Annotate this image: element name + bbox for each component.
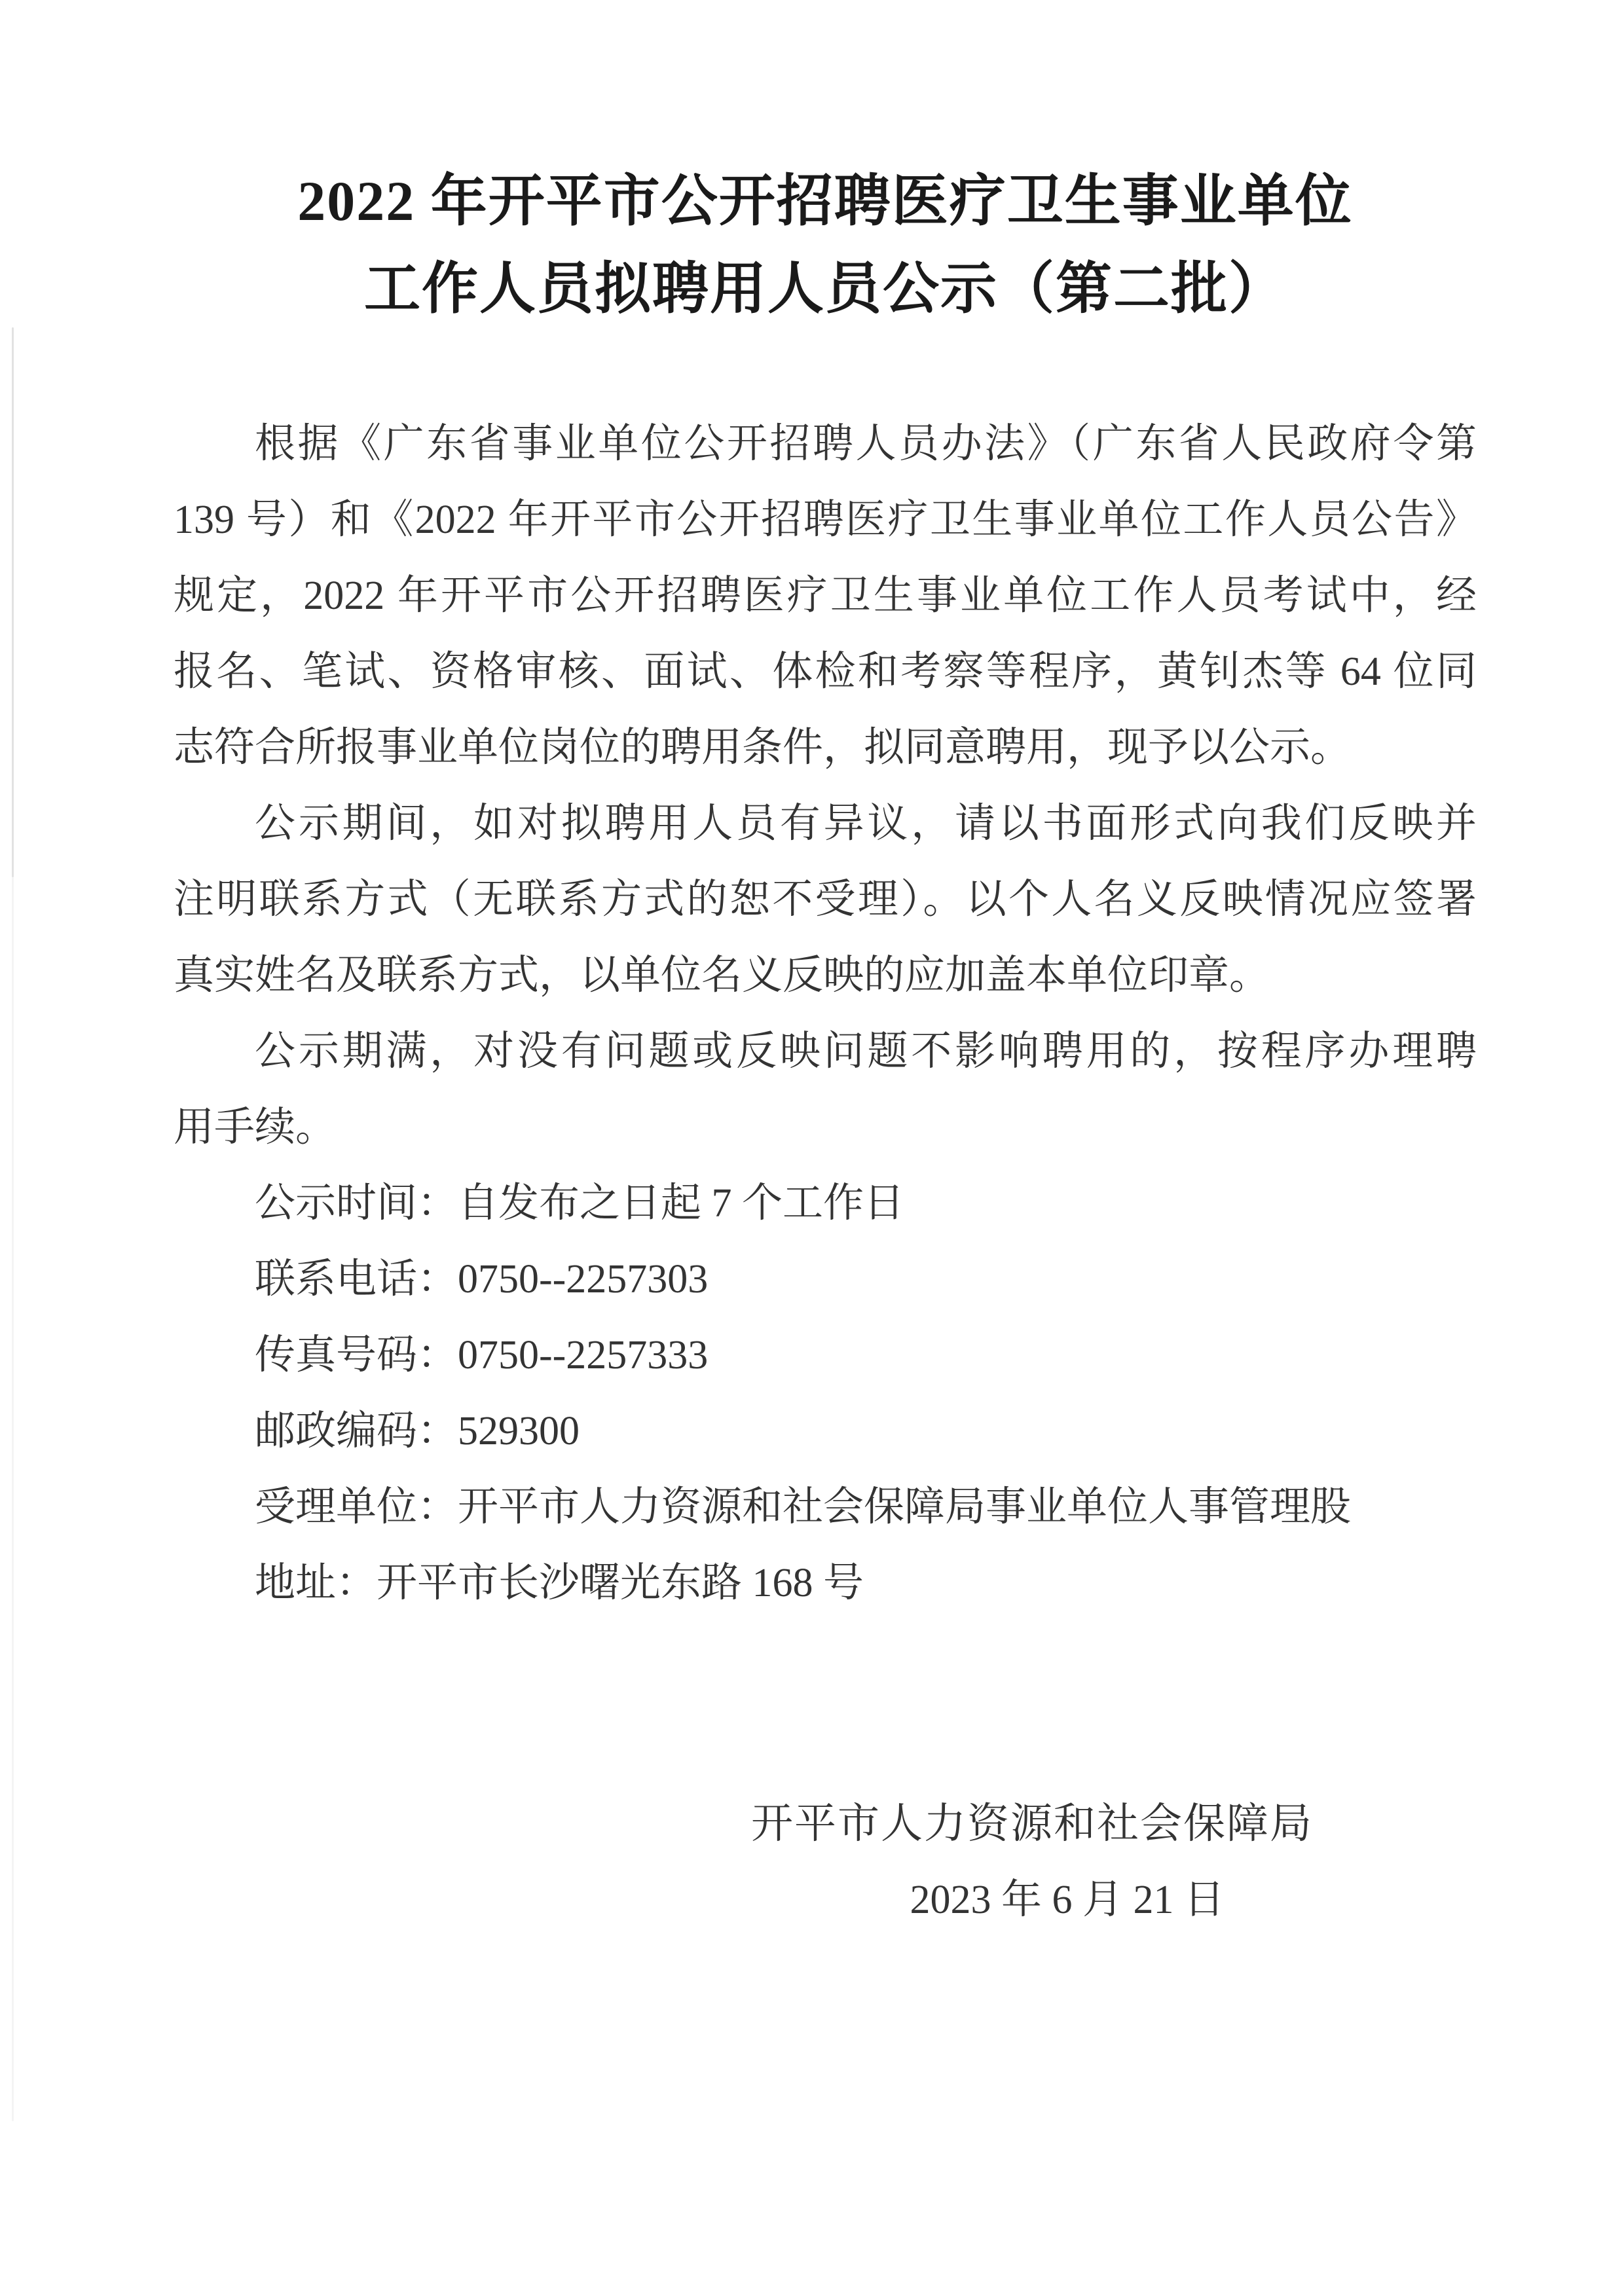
detail-line: 传真号码：0750--2257333 <box>255 1333 709 1377</box>
detail-line: 公示时间：自发布之日起 7 个工作日 <box>255 1181 905 1226</box>
detail-row <box>174 1545 1477 1621</box>
detail-line: 联系电话：0750--2257303 <box>255 1257 709 1302</box>
paragraph-line: 用手续。 <box>174 1105 337 1150</box>
detail-row <box>174 1317 1477 1393</box>
detail-line: 地址：开平市长沙曙光东路 168 号 <box>255 1561 864 1605</box>
detail-row <box>174 1469 1477 1545</box>
document-content <box>174 0 1477 1938</box>
scan-artifact-left-edge <box>12 327 14 877</box>
paragraphs-host <box>174 406 1477 1165</box>
title-line-2: 工作人员拟聘用人员公示（第二批） <box>364 257 1286 320</box>
signature-date: 2023 年 6 月 21 日 <box>910 1878 1225 1922</box>
paragraph-line: 志符合所报事业单位岗位的聘用条件，拟同意聘用，现予以公示。 <box>174 725 1352 770</box>
scan-artifact-left-edge-faint <box>12 877 14 2121</box>
detail-row <box>174 1393 1477 1469</box>
paragraph-line: 报名、笔试、资格审核、面试、体检和考察等程序，黄钊杰等 64 位同 <box>174 649 1477 694</box>
paragraph <box>174 786 1477 1013</box>
paragraph-line: 注明联系方式（无联系方式的恕不受理）。以个人名义反映情况应签署 <box>174 877 1477 922</box>
signature-org: 开平市人力资源和社会保障局 <box>751 1800 1313 1847</box>
detail-row <box>174 1165 1477 1241</box>
page-title <box>174 157 1477 333</box>
paragraph-line: 139 号）和《2022 年开平市公开招聘医疗卫生事业单位工作人员公告》 <box>174 498 1477 542</box>
paragraph-line: 真实姓名及联系方式，以单位名义反映的应加盖本单位印章。 <box>174 953 1270 998</box>
detail-row <box>174 1241 1477 1317</box>
details-host <box>174 1165 1477 1621</box>
detail-line: 受理单位：开平市人力资源和社会保障局事业单位人事管理股 <box>255 1485 1352 1529</box>
paragraph <box>174 406 1477 786</box>
paragraph-line: 根据《广东省事业单位公开招聘人员办法》（广东省人民政府令第 <box>255 422 1477 466</box>
detail-line: 邮政编码：529300 <box>255 1409 580 1453</box>
paragraph-line: 公示期满，对没有问题或反映问题不影响聘用的，按程序办理聘 <box>255 1029 1477 1074</box>
document-body <box>174 406 1477 1621</box>
paragraph-line: 公示期间，如对拟聘用人员有异议，请以书面形式向我们反映并 <box>255 801 1477 846</box>
title-line-1: 2022 年开平市公开招聘医疗卫生事业单位 <box>297 170 1353 232</box>
paragraph-line: 规定，2022 年开平市公开招聘医疗卫生事业单位工作人员考试中，经 <box>174 574 1477 618</box>
paragraph <box>174 1013 1477 1165</box>
